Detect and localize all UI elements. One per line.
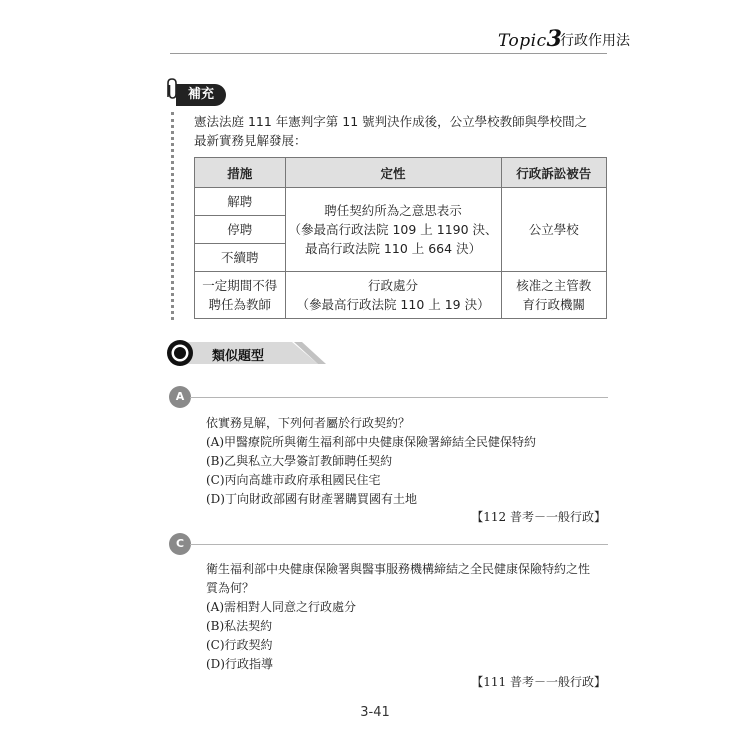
nature-cell <box>285 188 501 272</box>
measure-cell: 解聘 <box>195 188 286 216</box>
table-row <box>195 272 607 319</box>
question-stem: 衛生福利部中央健康保險署與醫事服務機構締結之全民健康保險特約之性 <box>206 562 591 576</box>
question-divider <box>190 397 608 398</box>
nature-line: （參最高行政法院 110 上 19 決） <box>296 297 490 312</box>
chapter-title: 行政作用法 <box>560 33 630 49</box>
measure-line: 一定期間不得 <box>202 278 278 293</box>
dotted-margin-line <box>171 112 174 320</box>
option-d: (D)行政指導 <box>206 657 273 671</box>
option-a: (A)需相對人同意之行政處分 <box>206 600 357 614</box>
topic-number: 3 <box>546 26 563 52</box>
option-b: (B)乙與私立大學簽訂教師聘任契約 <box>206 454 393 468</box>
table-row <box>195 188 607 216</box>
answer-marker: C <box>169 533 191 555</box>
measure-cell: 停聘 <box>195 216 286 244</box>
header-measure: 措施 <box>195 158 286 188</box>
option-b: (B)私法契約 <box>206 619 273 633</box>
measure-cell <box>195 272 286 319</box>
supplement-table <box>194 157 607 319</box>
question-source: 【112 普考－一般行政】 <box>471 510 606 524</box>
option-c: (C)丙向高雄市政府承租國民住宅 <box>206 473 381 487</box>
topic-logo-text: Topic <box>498 31 547 51</box>
intro-line: 最新實務見解發展： <box>194 133 307 148</box>
measure-cell: 不續聘 <box>195 244 286 272</box>
table-header-row <box>195 158 607 188</box>
defendant-cell: 公立學校 <box>501 188 607 272</box>
option-c: (C)行政契約 <box>206 638 273 652</box>
intro-line: 憲法法庭 111 年憲判字第 11 號判決作成後，公立學校教師與學校間之 <box>194 114 588 129</box>
defendant-cell <box>501 272 607 319</box>
question-1 <box>206 414 611 509</box>
page-number: 3-41 <box>360 705 390 720</box>
similar-questions-title: 類似題型 <box>212 349 265 364</box>
nature-line: 聘任契約所為之意思表示 <box>324 203 462 218</box>
question-source: 【111 普考－一般行政】 <box>471 675 606 689</box>
nature-line: （參最高行政法院 109 上 1190 決、 <box>288 222 498 237</box>
option-a: (A)甲醫療院所與衛生福利部中央健康保險署締結全民健保特約 <box>206 435 537 449</box>
supplement-intro <box>194 112 608 150</box>
defendant-line: 核准之主管教 <box>516 278 592 293</box>
measure-line: 聘任為教師 <box>208 297 272 312</box>
supplement-badge: 補充 <box>176 84 226 106</box>
question-divider <box>190 544 608 545</box>
defendant-line: 育行政機關 <box>522 297 585 312</box>
question-2 <box>206 560 611 674</box>
nature-cell <box>285 272 501 319</box>
answer-marker: A <box>169 386 191 408</box>
nature-line: 最高行政法院 110 上 664 決） <box>304 241 482 256</box>
header-rule <box>170 53 607 54</box>
option-d: (D)丁向財政部國有財產署購買國有土地 <box>206 492 417 506</box>
question-stem: 質為何？ <box>206 581 255 595</box>
header-nature: 定性 <box>285 158 501 188</box>
question-stem: 依實務見解，下列何者屬於行政契約？ <box>206 416 411 430</box>
header-defendant: 行政訴訟被告 <box>501 158 607 188</box>
nature-line: 行政處分 <box>368 278 419 293</box>
topic-logo <box>498 26 562 52</box>
